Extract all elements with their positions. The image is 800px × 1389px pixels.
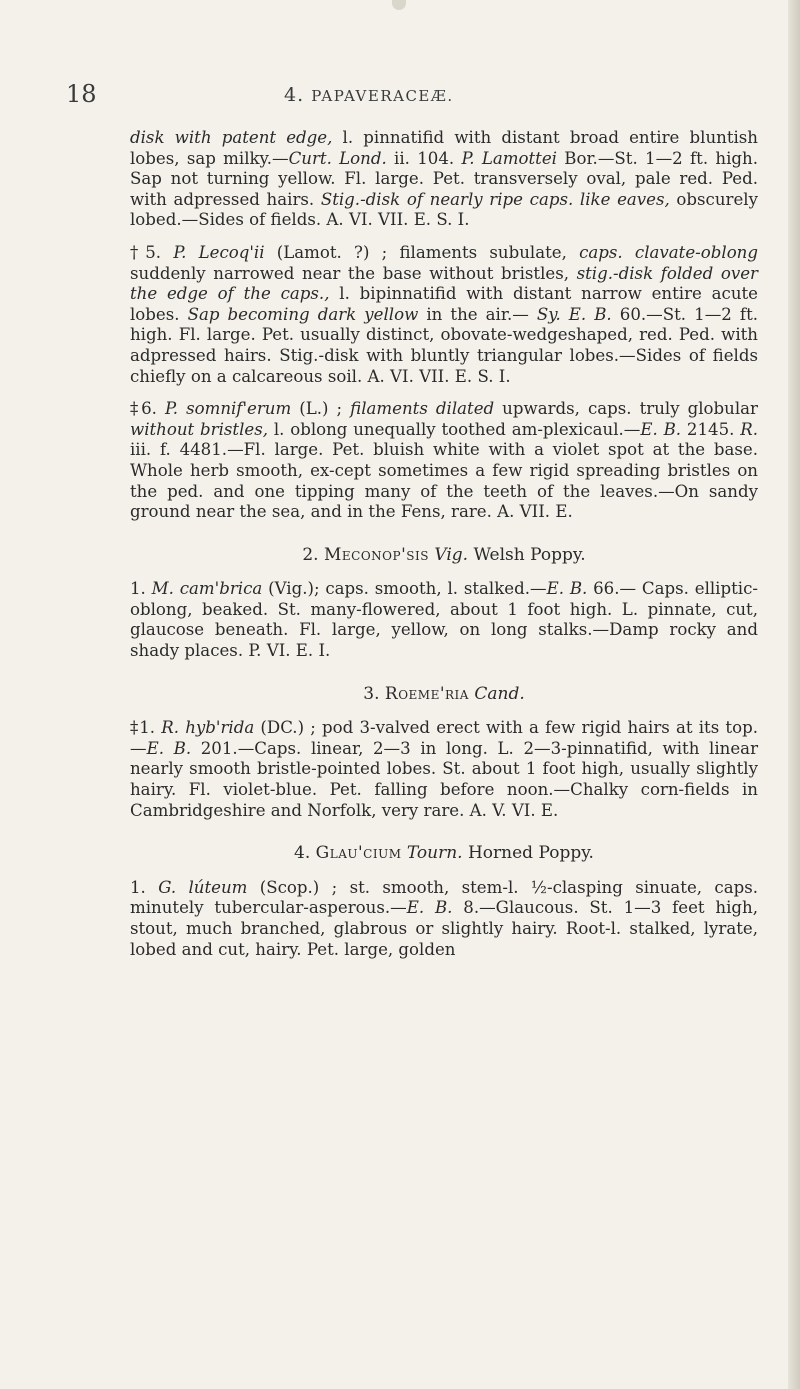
text-italic: Curt. Lond.	[288, 148, 387, 168]
text: (Lamot. ?) ; filaments subulate,	[264, 242, 580, 262]
text: (Scop.) ; st. smooth, stem-l. ½-clasping sinuate, caps. minutely tubercular-asperous.—	[130, 877, 759, 918]
text: obscurely lobed.—Sides of fields. A. VI. VII. E. S. I.	[130, 189, 758, 230]
genus-authority: Cand.	[468, 683, 525, 704]
text-italic: E. B.	[546, 579, 588, 599]
genus-number: 4.	[294, 843, 316, 864]
text-italic: Stig.-disk of nearly ripe caps. like eaves,	[320, 189, 670, 209]
text-italic: filaments dilated	[350, 399, 495, 419]
text: l. oblong unequally toothed am-plexicaul.—	[268, 419, 641, 439]
running-header	[0, 80, 800, 110]
text-italic: P. somnif'erum	[164, 399, 292, 419]
text-italic: P. Lamottei	[461, 148, 557, 168]
text: 1.	[130, 877, 159, 897]
text-italic: disk with patent edge,	[130, 128, 333, 147]
entry-papaver-somniferum	[130, 399, 758, 523]
genus-name: Glau'cium	[315, 843, 402, 864]
page-number: 18	[66, 80, 97, 108]
text-italic: P. Lecoq'ii	[173, 242, 265, 262]
family-title: PAPAVERACEÆ.	[311, 87, 454, 105]
text: ‡1.	[130, 718, 162, 738]
page-body	[130, 128, 758, 960]
genus-number: 2.	[302, 544, 324, 565]
genus-heading-roemeria	[130, 684, 758, 705]
text-italic: stig.-disk folded over the edge of the caps.,	[130, 263, 758, 304]
text-italic: R. hyb'rida	[161, 718, 255, 738]
text: upwards, caps. truly globular	[494, 399, 758, 419]
text: †5.	[130, 242, 174, 262]
text: 1.	[130, 579, 152, 599]
genus-number: 3.	[363, 683, 385, 704]
text-italic: M. cam'brica	[151, 579, 263, 599]
common-name: Horned Poppy.	[462, 843, 594, 864]
text: (Vig.); caps. smooth, l. stalked.—	[262, 579, 547, 599]
section-number: 4.	[284, 84, 305, 106]
text-italic: Sap becoming dark yellow	[187, 304, 419, 324]
text: 2145.	[681, 419, 741, 439]
page-top-mark	[392, 0, 406, 10]
text-italic: E. B.	[146, 738, 192, 758]
page-binding-edge	[788, 0, 800, 1389]
genus-authority: Vig.	[428, 544, 469, 565]
text-italic: without bristles,	[130, 419, 268, 439]
text-italic: G. lúteum	[158, 877, 248, 897]
text: 60.—St. 1—2 ft. high. Fl. large. Pet. usually distinct, obovate-wedgeshaped, red. Ped. with adpressed hairs. Stig.-disk with bluntly triangular lobes.—Sides of fields chiefly on a calcareous soil. A. VI. VII. E. S. I.	[130, 304, 759, 386]
genus-name: Roeme'ria	[384, 683, 469, 704]
text: (DC.) ; pod 3-valved erect with a few rigid hairs at its top.—	[130, 718, 758, 758]
genus-heading-glaucium	[130, 843, 758, 864]
entry-papaver-lecoqii	[130, 243, 758, 387]
text: suddenly narrowed near the base without bristles,	[130, 263, 577, 283]
text: Bor.—St. 1—2 ft. high. Sap not turning yellow. Fl. large. Pet. transversely oval, pale red. Ped. with adpressed hairs.	[130, 148, 758, 209]
text: (L.) ;	[291, 399, 351, 419]
text: ii. 104.	[386, 148, 462, 168]
text: iii. f. 4481.—Fl. large. Pet. bluish white with a violet spot at the base. Whole herb smooth, ex-cept sometimes a few rigid spreading bristles on the ped. and one tipping many of the teeth of the leaves.—On sandy ground near the sea, and in the Fens, rare. A. VII. E.	[130, 440, 758, 522]
text-italic: R.	[740, 419, 758, 439]
text: 8.—Glaucous. St. 1—3 feet high, stout, much branched, glabrous or slightly hairy. Root-l. stalked, lyrate, lobed and cut, hairy. Pet. large, golden	[130, 898, 758, 959]
text-italic: caps. clavate-oblong	[579, 242, 758, 262]
running-title	[284, 84, 454, 106]
text: l. pinnatifid with distant broad entire bluntish lobes, sap milky.—	[130, 128, 758, 168]
entry-papaver-continued	[130, 128, 758, 231]
entry-meconopsis-cambrica	[130, 579, 758, 661]
entry-roemeria-hybrida	[130, 718, 758, 821]
text: in the air.—	[418, 304, 537, 324]
text: 201.—Caps. linear, 2—3 in long. L. 2—3-pinnatifid, with linear nearly smooth bristle-pointed lobes. St. about 1 foot high, usually slightly hairy. Fl. violet-blue. Pet. falling before noon.—Chalky corn-fields in Cambridgeshire and Norfolk, very rare. A. V. VI. E.	[130, 738, 758, 820]
genus-heading-meconopsis	[130, 545, 758, 566]
genus-authority: Tourn.	[401, 843, 463, 864]
genus-name: Meconop'sis	[323, 544, 429, 565]
common-name: Welsh Poppy.	[468, 544, 586, 565]
text: ‡6.	[130, 399, 165, 419]
text: 66.— Caps. elliptic-oblong, beaked. St. many-flowered, about 1 foot high. L. pinnate, cut, glaucose beneath. Fl. large, yellow, on long stalks.—Damp rocky and shady places. P. VI. E. I.	[130, 579, 758, 661]
text-italic: E. B.	[640, 419, 682, 439]
entry-glaucium-luteum	[130, 878, 758, 960]
text-italic: Sy. E. B.	[536, 304, 612, 324]
text: l. bipinnatifid with distant narrow entire acute lobes.	[130, 284, 758, 324]
text-italic: E. B.	[406, 898, 453, 918]
